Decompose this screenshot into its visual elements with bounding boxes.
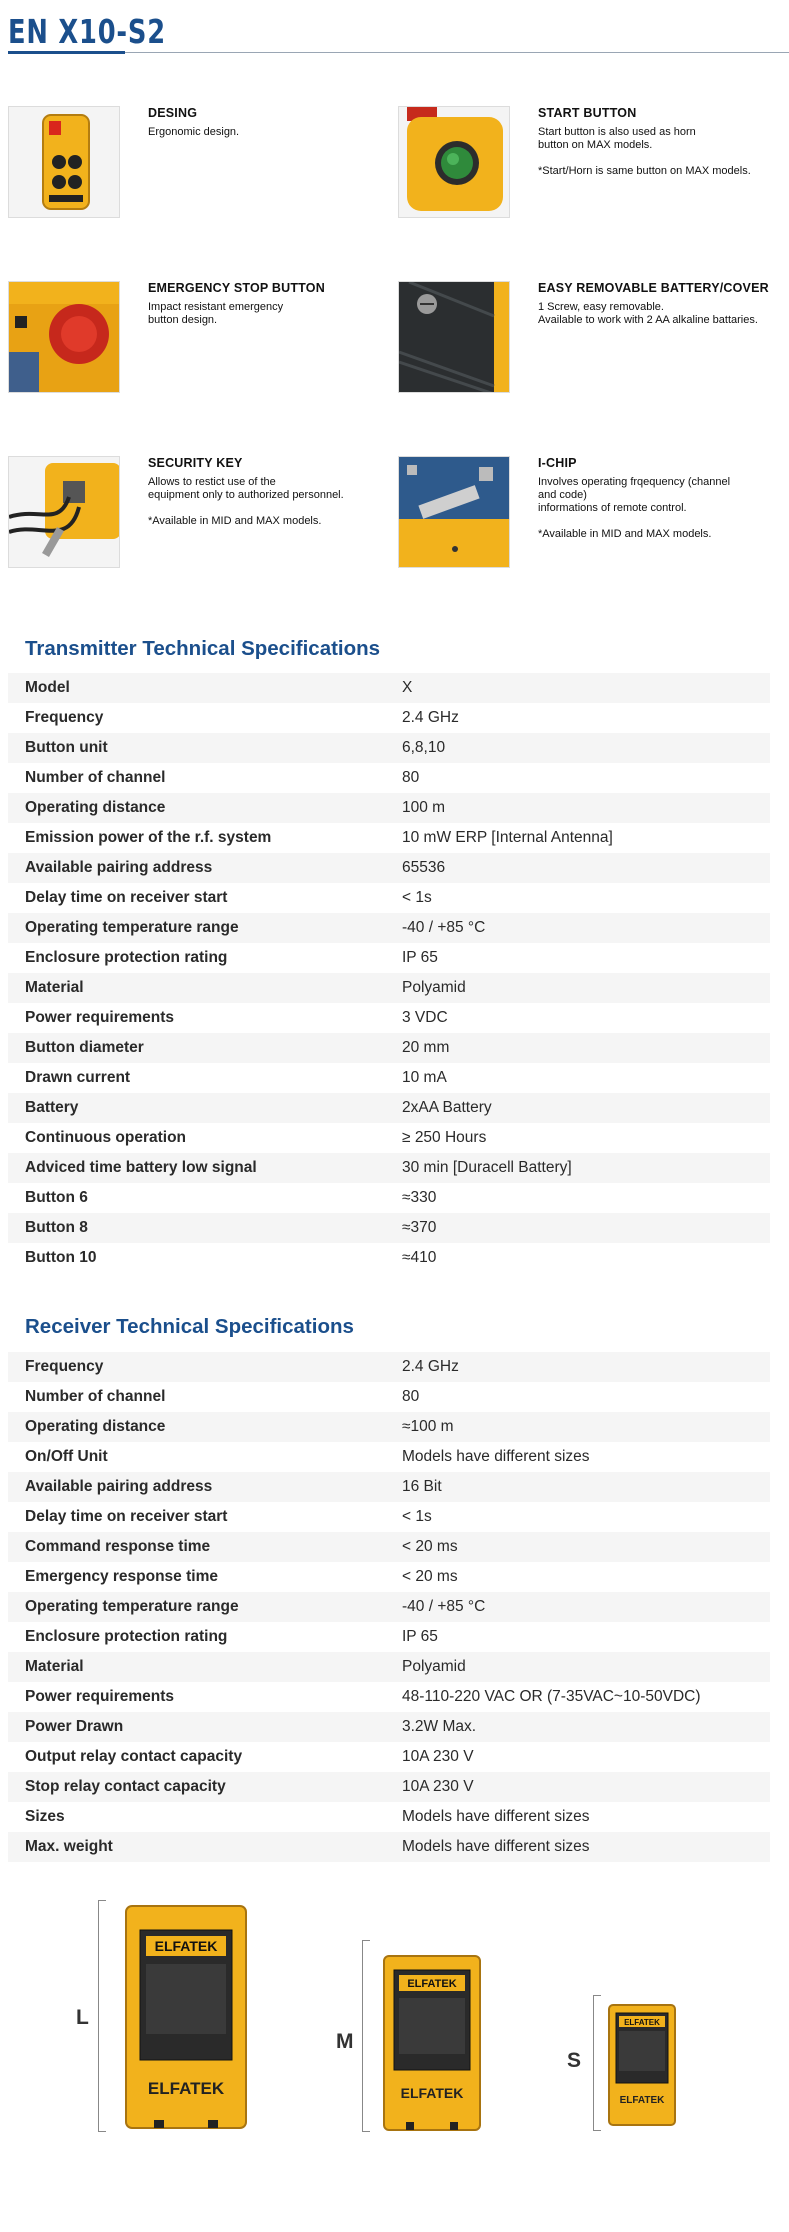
spec-label: Button 8 — [25, 1219, 88, 1236]
receiver-s-label-brand: ELFATEK — [624, 2018, 660, 2027]
spec-label: Battery — [25, 1099, 79, 1116]
receiver-size-l — [70, 1900, 250, 2140]
spec-label: Output relay contact capacity — [25, 1748, 243, 1765]
receiver-size-m — [330, 1940, 490, 2140]
spec-label: Adviced time battery low signal — [25, 1159, 257, 1176]
feature-emergency-stop — [8, 281, 398, 393]
receiver-section-title: Receiver Technical Specifications — [25, 1315, 354, 1338]
feature-title: I-CHIP — [538, 456, 577, 470]
spec-label: Enclosure protection rating — [25, 1628, 228, 1645]
spec-value: Polyamid — [402, 1658, 466, 1675]
spec-value: < 20 ms — [402, 1538, 458, 1555]
spec-row — [8, 793, 770, 823]
spec-row — [8, 1412, 770, 1442]
spec-row — [8, 763, 770, 793]
spec-label: Frequency — [25, 1358, 104, 1375]
spec-value: 65536 — [402, 859, 446, 876]
spec-label: Number of channel — [25, 769, 166, 786]
feature-security-key — [8, 456, 398, 568]
receiver-l-label-brand: ELFATEK — [154, 1938, 218, 1954]
size-bracket — [98, 1900, 106, 2132]
feature-battery-cover — [398, 281, 788, 393]
spec-row — [8, 1712, 770, 1742]
spec-row — [8, 1802, 770, 1832]
spec-label: Button 10 — [25, 1249, 97, 1266]
spec-row — [8, 1093, 770, 1123]
spec-value: 3 VDC — [402, 1009, 448, 1026]
spec-row — [8, 973, 770, 1003]
spec-row — [8, 1033, 770, 1063]
size-letter: S — [567, 2049, 582, 2072]
spec-label: Button 6 — [25, 1189, 88, 1206]
spec-label: Model — [25, 679, 70, 696]
feature-description: Allows to restict use of the equipment only to authorized personnel. *Available in MID and MAX models. — [148, 476, 344, 527]
spec-row — [8, 1622, 770, 1652]
spec-row — [8, 913, 770, 943]
spec-value: 100 m — [402, 799, 446, 816]
feature-title: EASY REMOVABLE BATTERY/COVER — [538, 281, 769, 295]
spec-row — [8, 1682, 770, 1712]
spec-label: Sizes — [25, 1808, 65, 1825]
receiver-l-brand: ELFATEK — [147, 2079, 225, 2098]
spec-value: X — [402, 679, 413, 696]
spec-row — [8, 943, 770, 973]
spec-label: Stop relay contact capacity — [25, 1778, 226, 1795]
spec-value: < 1s — [402, 889, 432, 906]
spec-row — [8, 853, 770, 883]
spec-row — [8, 1063, 770, 1093]
spec-row — [8, 883, 770, 913]
feature-ichip — [398, 456, 788, 568]
receiver-s-brand: ELFATEK — [619, 2095, 665, 2106]
spec-value: 48-110-220 VAC OR (7-35VAC~10-50VDC) — [402, 1688, 701, 1705]
spec-label: Number of channel — [25, 1388, 166, 1405]
spec-row — [8, 1382, 770, 1412]
spec-row — [8, 1742, 770, 1772]
spec-label: Power requirements — [25, 1009, 175, 1026]
spec-value: 20 mm — [402, 1039, 450, 1056]
spec-label: Operating temperature range — [25, 919, 239, 936]
spec-value: 16 Bit — [402, 1478, 442, 1495]
header-divider — [8, 52, 789, 53]
spec-value: 10 mA — [402, 1069, 447, 1086]
feature-description: Impact resistant emergency button design. — [148, 301, 284, 326]
spec-label: Button unit — [25, 739, 108, 756]
spec-row — [8, 1213, 770, 1243]
spec-row — [8, 1153, 770, 1183]
start-button-image — [398, 106, 510, 218]
spec-value: ≈330 — [402, 1189, 437, 1206]
receiver-size-s — [565, 1995, 685, 2135]
spec-value: Polyamid — [402, 979, 466, 996]
feature-design — [8, 106, 398, 218]
spec-row — [8, 1243, 770, 1273]
spec-value: < 20 ms — [402, 1568, 458, 1585]
receiver-m-brand: ELFATEK — [400, 2085, 464, 2101]
spec-value: Models have different sizes — [402, 1448, 590, 1465]
spec-value: 3.2W Max. — [402, 1718, 477, 1735]
spec-label: On/Off Unit — [25, 1448, 108, 1465]
spec-label: Max. weight — [25, 1838, 113, 1855]
spec-row — [8, 1592, 770, 1622]
spec-value: 2xAA Battery — [402, 1099, 492, 1116]
page-header — [8, 6, 789, 56]
receiver-s-image — [607, 2003, 677, 2127]
receiver-l-image — [124, 1904, 248, 2130]
spec-row — [8, 703, 770, 733]
header-divider-accent — [8, 51, 125, 54]
spec-row — [8, 1532, 770, 1562]
spec-value: 80 — [402, 769, 420, 786]
spec-value: Models have different sizes — [402, 1838, 590, 1855]
spec-row — [8, 1183, 770, 1213]
feature-description: 1 Screw, easy removable. Available to work with 2 AA alkaline battaries. — [538, 301, 758, 326]
spec-value: ≥ 250 Hours — [402, 1129, 487, 1146]
transmitter-section-title: Transmitter Technical Specifications — [25, 637, 381, 660]
spec-label: Material — [25, 1658, 84, 1675]
spec-value: IP 65 — [402, 1628, 438, 1645]
spec-label: Command response time — [25, 1538, 211, 1555]
spec-value: -40 / +85 °C — [402, 919, 486, 936]
spec-value: 2.4 GHz — [402, 1358, 459, 1375]
spec-value: -40 / +85 °C — [402, 1598, 486, 1615]
spec-row — [8, 1562, 770, 1592]
transmitter-spec-table — [8, 673, 770, 1273]
feature-title: SECURITY KEY — [148, 456, 243, 470]
spec-label: Available pairing address — [25, 1478, 213, 1495]
spec-label: Available pairing address — [25, 859, 213, 876]
transmitter-image — [8, 106, 120, 218]
size-letter: L — [76, 2006, 89, 2029]
feature-start-button — [398, 106, 788, 218]
feature-title: DESING — [148, 106, 198, 120]
spec-label: Drawn current — [25, 1069, 131, 1086]
spec-label: Continuous operation — [25, 1129, 187, 1146]
spec-label: Button diameter — [25, 1039, 144, 1056]
spec-value: ≈370 — [402, 1219, 437, 1236]
battery-cover-image — [398, 281, 510, 393]
spec-label: Emergency response time — [25, 1568, 218, 1585]
spec-label: Emission power of the r.f. system — [25, 829, 272, 846]
spec-row — [8, 1772, 770, 1802]
spec-value: 10 mW ERP [Internal Antenna] — [402, 829, 613, 846]
page-title: EN X10-S2 — [8, 12, 166, 51]
feature-title: START BUTTON — [538, 106, 637, 120]
spec-value: 30 min [Duracell Battery] — [402, 1159, 572, 1176]
spec-label: Operating distance — [25, 1418, 166, 1435]
spec-value: ≈100 m — [402, 1418, 454, 1435]
security-key-image — [8, 456, 120, 568]
spec-row — [8, 733, 770, 763]
size-letter: M — [336, 2030, 354, 2053]
spec-row — [8, 1472, 770, 1502]
spec-label: Operating temperature range — [25, 1598, 239, 1615]
spec-value: 80 — [402, 1388, 420, 1405]
size-bracket — [362, 1940, 370, 2132]
size-bracket — [593, 1995, 601, 2131]
spec-row — [8, 673, 770, 703]
receiver-m-image — [382, 1954, 482, 2132]
emergency-stop-image — [8, 281, 120, 393]
ichip-image — [398, 456, 510, 568]
spec-row — [8, 1652, 770, 1682]
receiver-spec-table — [8, 1352, 770, 1862]
spec-value: 6,8,10 — [402, 739, 446, 756]
spec-label: Frequency — [25, 709, 104, 726]
feature-description: Start button is also used as horn button on MAX models. *Start/Horn is same button on MAX models. — [538, 126, 751, 177]
feature-description: Involves operating frqequency (channel and code) informations of remote control. *Available in MID and MAX models. — [538, 476, 731, 540]
spec-value: 10A 230 V — [402, 1748, 474, 1765]
spec-label: Enclosure protection rating — [25, 949, 228, 966]
spec-label: Power requirements — [25, 1688, 175, 1705]
spec-value: 2.4 GHz — [402, 709, 459, 726]
spec-label: Delay time on receiver start — [25, 889, 228, 906]
spec-value: ≈410 — [402, 1249, 437, 1266]
spec-label: Operating distance — [25, 799, 166, 816]
spec-label: Power Drawn — [25, 1718, 124, 1735]
spec-row — [8, 1502, 770, 1532]
spec-row — [8, 1832, 770, 1862]
spec-row — [8, 1003, 770, 1033]
spec-value: 10A 230 V — [402, 1778, 474, 1795]
spec-value: < 1s — [402, 1508, 432, 1525]
spec-row — [8, 1442, 770, 1472]
spec-label: Material — [25, 979, 84, 996]
spec-row — [8, 1352, 770, 1382]
receiver-m-label-brand: ELFATEK — [407, 1978, 457, 1990]
spec-value: IP 65 — [402, 949, 438, 966]
spec-value: Models have different sizes — [402, 1808, 590, 1825]
feature-title: EMERGENCY STOP BUTTON — [148, 281, 325, 295]
spec-label: Delay time on receiver start — [25, 1508, 228, 1525]
feature-description: Ergonomic design. — [148, 126, 240, 138]
spec-row — [8, 823, 770, 853]
spec-row — [8, 1123, 770, 1153]
